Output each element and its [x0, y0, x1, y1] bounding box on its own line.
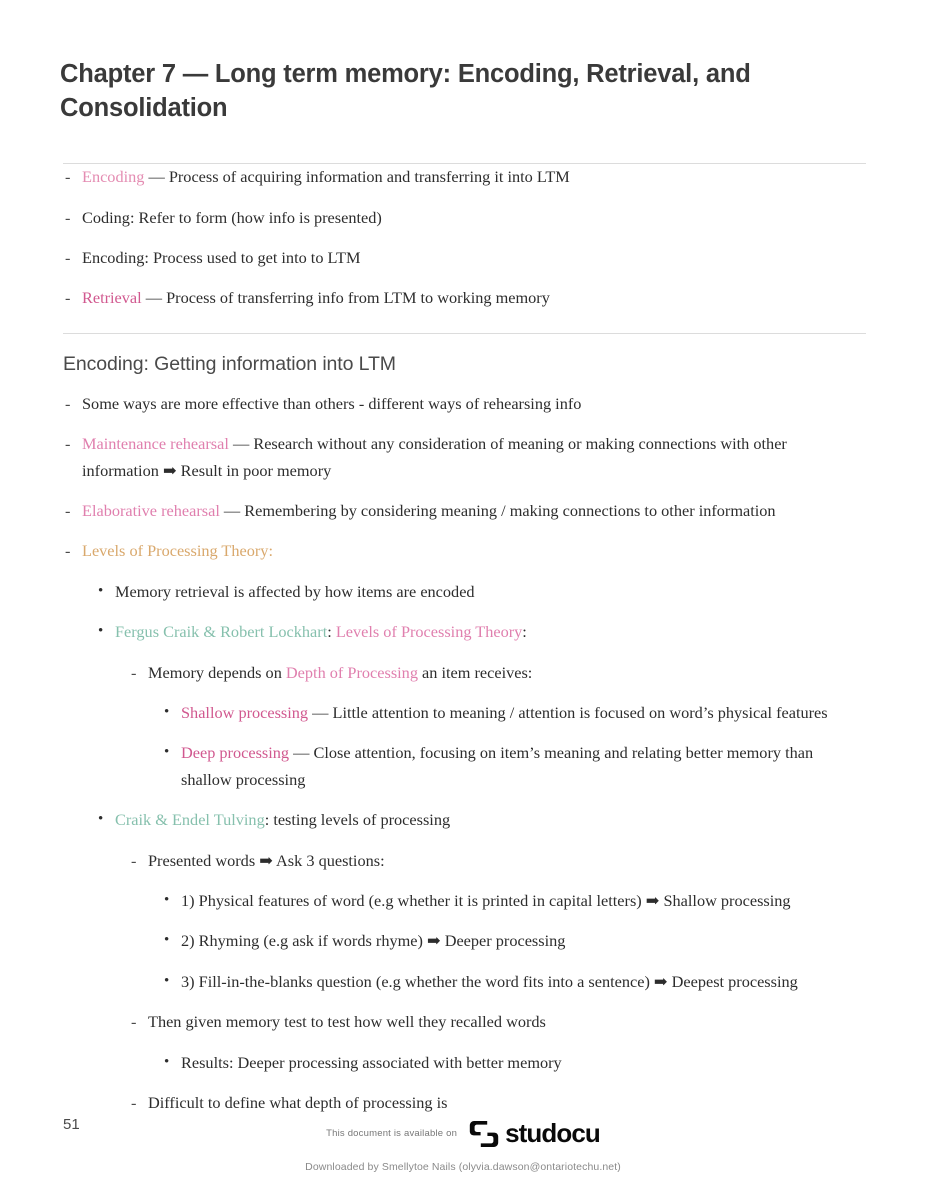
- term-craik-lockhart: Fergus Craik & Robert Lockhart: [115, 622, 328, 642]
- separator: —: [141, 288, 167, 308]
- term-deep-processing: Deep processing: [181, 743, 290, 763]
- list-item: [60, 740, 866, 793]
- list-item: [60, 245, 866, 271]
- list-item: [60, 285, 866, 311]
- term-retrieval: Retrieval: [82, 288, 142, 308]
- item-text-tail: :: [522, 622, 527, 642]
- studocu-wordmark: studocu: [505, 1118, 600, 1148]
- list-item: [60, 538, 866, 564]
- item-text: Remembering by considering meaning / making connections to other information: [244, 501, 776, 521]
- term-levels-of-processing-theory: Levels of Processing Theory:: [82, 541, 273, 561]
- item-text: Little attention to meaning / attention is focused on word’s physical features: [332, 703, 828, 722]
- item-text: Encoding: Process used to get into to LTM: [82, 248, 361, 268]
- separator: :: [327, 622, 336, 642]
- item-text: Process of acquiring information and transferring it into LTM: [168, 167, 570, 187]
- item-text-post: an item receives:: [417, 662, 533, 682]
- list-item: [60, 888, 866, 914]
- term-levels-of-processing-theory-inline: Levels of Processing Theory: [335, 622, 523, 642]
- studocu-mark-icon: [469, 1119, 499, 1149]
- arrow-icon: ➡: [158, 460, 181, 480]
- separator: —: [289, 743, 314, 763]
- list-item: [60, 700, 866, 726]
- list-item: [60, 1009, 866, 1035]
- term-depth-of-processing: Depth of Processing: [285, 662, 418, 682]
- availability-text: This document is available on: [326, 1128, 458, 1139]
- term-elaborative-rehearsal: Elaborative rehearsal: [82, 501, 220, 521]
- list-item: [60, 498, 866, 524]
- list-item: [60, 660, 866, 686]
- separator: —: [219, 501, 245, 521]
- section-heading: Encoding: Getting information into LTM: [63, 352, 396, 375]
- list-item: [60, 969, 866, 995]
- term-maintenance-rehearsal: Maintenance rehearsal: [82, 434, 229, 454]
- list-item: [60, 807, 866, 833]
- term-shallow-processing: Shallow processing: [181, 703, 309, 722]
- list-item: [60, 1090, 866, 1116]
- item-text-pre: Memory depends on: [148, 662, 286, 682]
- page-number: 51: [63, 1116, 80, 1133]
- item-text: Process of transferring info from LTM to working memory: [166, 288, 550, 308]
- item-text: Results: Deeper processing associated with better memory: [181, 1052, 562, 1072]
- separator: —: [144, 167, 169, 187]
- term-craik-tulving: Craik & Endel Tulving: [115, 810, 265, 830]
- list-item: [60, 579, 866, 605]
- item-text: Research without any consideration of meaning or making connections with other information: [82, 434, 787, 480]
- item-text: 2) Rhyming (e.g ask if words rhyme) ➡ Deeper processing: [181, 931, 566, 951]
- list-item: [60, 205, 866, 231]
- item-text-tail: Result in poor memory: [180, 460, 332, 480]
- separator: —: [228, 434, 254, 454]
- list-item: [60, 1050, 866, 1076]
- footer: [0, 1118, 926, 1173]
- intro-list: [60, 164, 866, 312]
- item-text: : testing levels of processing: [264, 810, 451, 830]
- page-title: Chapter 7 — Long term memory: Encoding, Retrieval, and Consolidation: [60, 60, 751, 122]
- list-item: [60, 164, 866, 190]
- item-text: Then given memory test to test how well they recalled words: [148, 1012, 546, 1032]
- list-item: [60, 391, 866, 417]
- item-text: Some ways are more effective than others - different ways of rehearsing info: [82, 393, 582, 413]
- studocu-logo: [469, 1118, 600, 1149]
- downloaded-by-text: Downloaded by Smellytoe Nails (olyvia.dawson@ontariotechu.net): [305, 1161, 621, 1173]
- list-item: [60, 928, 866, 954]
- item-text: Memory retrieval is affected by how items are encoded: [115, 581, 475, 601]
- item-text: 1) Physical features of word (e.g whether it is printed in capital letters) ➡ Shallow processing: [181, 890, 791, 910]
- item-text: Coding: Refer to form (how info is presented): [82, 207, 382, 227]
- list-item: [60, 619, 866, 645]
- list-item: [60, 848, 866, 874]
- notes-list: [60, 376, 866, 1116]
- term-encoding: Encoding: [82, 167, 145, 187]
- item-text: Difficult to define what depth of processing is: [148, 1092, 448, 1112]
- studocu-availability: [326, 1118, 600, 1149]
- separator: —: [308, 703, 333, 722]
- item-text: Close attention, focusing on item’s meaning and relating better memory than shallow processing: [181, 743, 814, 789]
- list-item: [60, 431, 866, 484]
- item-text: 3) Fill-in-the-blanks question (e.g whether the word fits into a sentence) ➡ Deepest processing: [181, 971, 798, 991]
- item-text: Presented words ➡ Ask 3 questions:: [148, 850, 385, 870]
